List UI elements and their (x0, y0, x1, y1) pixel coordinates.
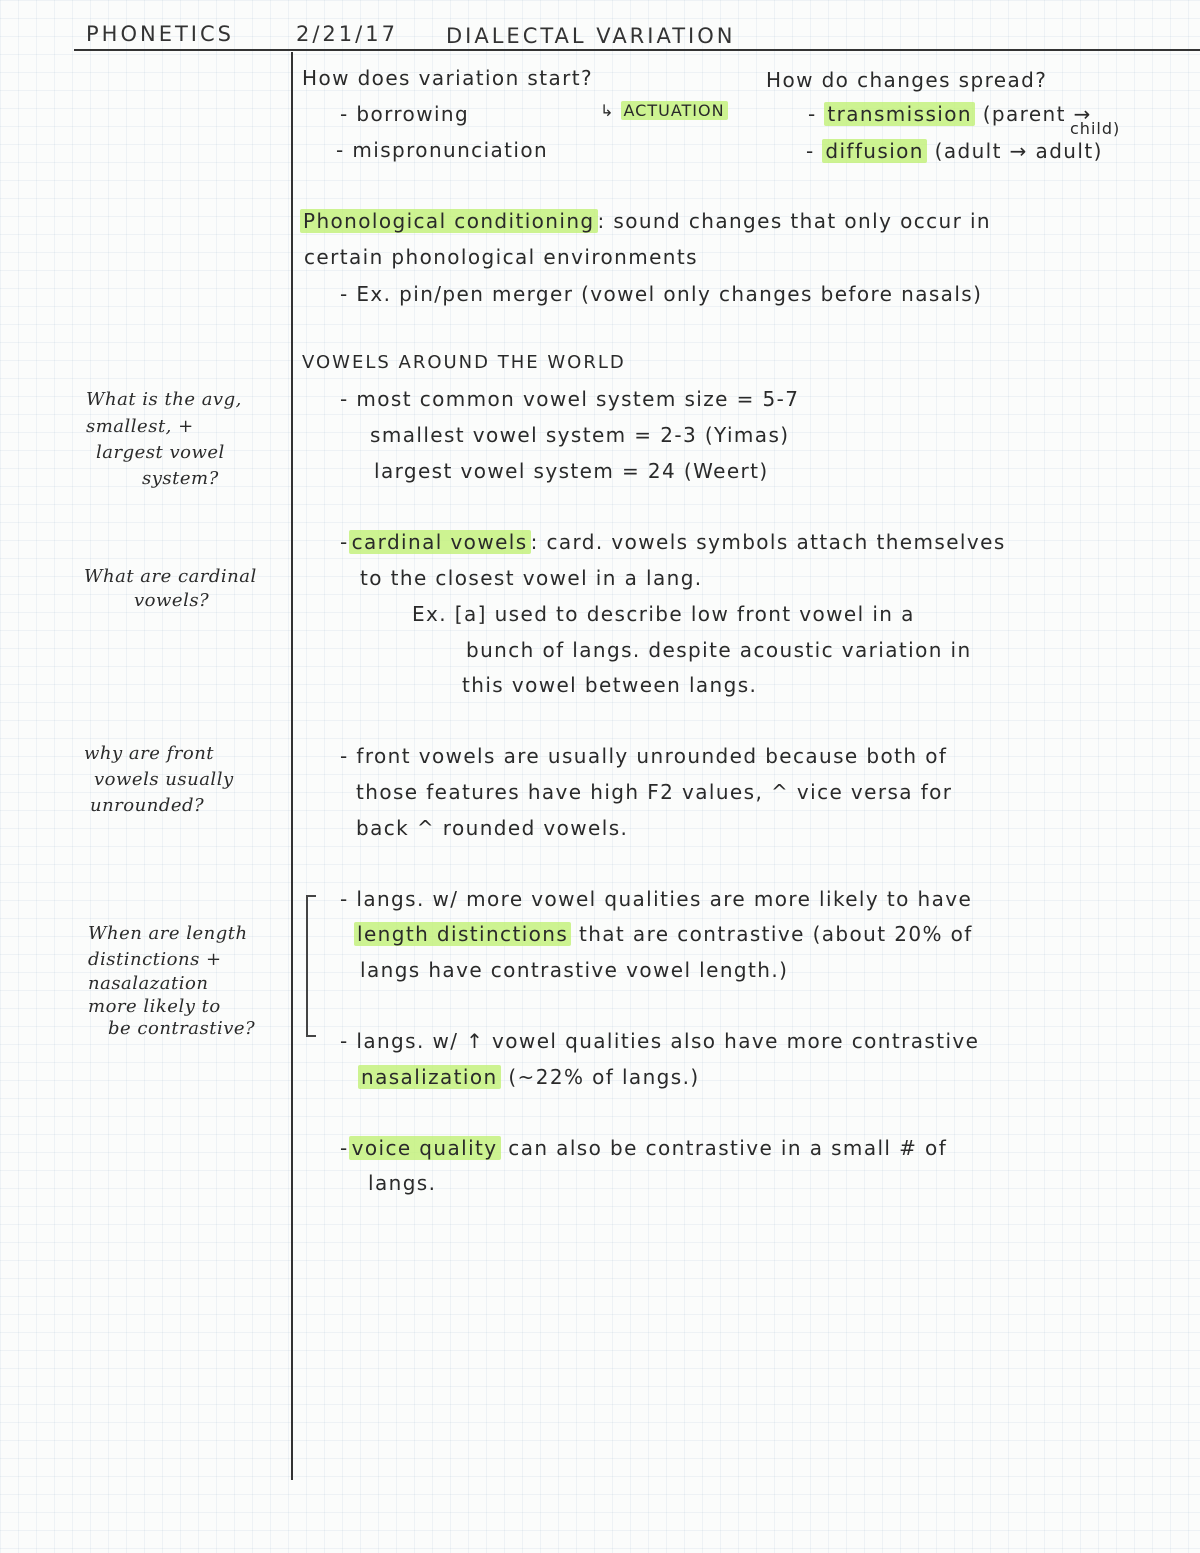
nasal-line-2 (358, 1067, 700, 1087)
question-line: vowels usually (94, 769, 234, 790)
nasal-note: (~22% of langs.) (508, 1065, 700, 1089)
conditioning-definition: : sound changes that only occur in (597, 209, 991, 233)
cardinal-line-2: to the closest vowel in a lang. (360, 566, 703, 590)
cardinal-prefix: - (340, 530, 349, 554)
conditioning-term: Phonological conditioning (300, 209, 598, 233)
variation-start-question: How does variation start? (302, 66, 593, 90)
diffusion-note: (adult → adult) (934, 139, 1103, 163)
nasal-line-1: - langs. w/ ↑ vowel qualities also have more contrastive (340, 1029, 980, 1053)
note-topic: DIALECTAL VARIATION (446, 24, 736, 48)
question-line: vowels? (134, 590, 210, 611)
actuation-label: ↳ ACTUATION (600, 103, 728, 119)
conditioning-example: - Ex. pin/pen merger (vowel only changes before nasals) (340, 282, 983, 306)
question-line: What is the avg, (86, 389, 242, 410)
actuation-term: ACTUATION (621, 101, 728, 120)
transmission-note-continued: child) (1070, 119, 1121, 138)
vowels-common: - most common vowel system size = 5-7 (340, 387, 800, 411)
question-line: system? (142, 468, 219, 489)
question-line: largest vowel (96, 442, 225, 463)
voice-definition: can also be contrastive in a small # of (508, 1136, 948, 1160)
question-line: nasalazation (88, 973, 209, 994)
length-line-1: - langs. w/ more vowel qualities are more likely to have (340, 887, 973, 911)
question-line: unrounded? (90, 795, 205, 816)
variation-spread-question: How do changes spread? (766, 68, 1048, 92)
course-title: PHONETICS (86, 22, 234, 46)
conditioning-line-2: certain phonological environments (304, 245, 698, 269)
transmission-note: (parent → (982, 102, 1092, 126)
transmission-term: transmission (824, 102, 975, 126)
voice-term: voice quality (349, 1136, 501, 1160)
header-rule (74, 49, 1200, 51)
mispronunciation-item: - mispronunciation (336, 138, 549, 162)
question-line: distinctions + (88, 949, 222, 970)
front-line-1: - front vowels are usually unrounded because both of (340, 744, 948, 768)
transmission-line: - transmission (parent → (808, 102, 1092, 126)
front-line-2: those features have high F2 values, ^ vice versa for (356, 780, 953, 804)
vowels-smallest: smallest vowel system = 2-3 (Yimas) (370, 423, 790, 447)
nasal-term: nasalization (358, 1065, 501, 1089)
length-line-3: langs have contrastive vowel length.) (360, 958, 789, 982)
note-date: 2/21/17 (296, 22, 398, 46)
voice-line-2: langs. (368, 1171, 437, 1195)
cardinal-term: cardinal vowels (349, 530, 531, 554)
length-definition: that are contrastive (about 20% of (578, 922, 973, 946)
conditioning-line-1 (300, 211, 991, 231)
question-line: more likely to (88, 996, 221, 1017)
question-line: When are length (88, 923, 248, 944)
question-line: why are front (84, 743, 215, 764)
length-term: length distinctions (354, 922, 571, 946)
front-line-3: back ^ rounded vowels. (356, 816, 629, 840)
length-line-2 (354, 924, 973, 944)
cardinal-line-1 (340, 532, 1006, 552)
voice-line-1 (340, 1138, 947, 1158)
question-line: smallest, + (86, 416, 194, 437)
vowels-largest: largest vowel system = 24 (Weert) (374, 459, 769, 483)
cardinal-definition: : card. vowels symbols attach themselves (530, 530, 1006, 554)
diffusion-term: diffusion (822, 139, 927, 163)
question-line: What are cardinal (84, 566, 257, 587)
cardinal-line-4: bunch of langs. despite acoustic variation in (466, 638, 972, 662)
question-line: be contrastive? (108, 1018, 256, 1039)
diffusion-line: - diffusion (adult → adult) (806, 139, 1103, 163)
cardinal-line-3: Ex. [a] used to describe low front vowel in a (412, 602, 915, 626)
note-bracket (306, 895, 316, 1037)
voice-prefix: - (340, 1136, 349, 1160)
borrowing-item: - borrowing (340, 102, 470, 126)
margin-rule (291, 52, 293, 1480)
vowels-heading: VOWELS AROUND THE WORLD (302, 352, 626, 373)
cardinal-line-5: this vowel between langs. (462, 673, 758, 697)
